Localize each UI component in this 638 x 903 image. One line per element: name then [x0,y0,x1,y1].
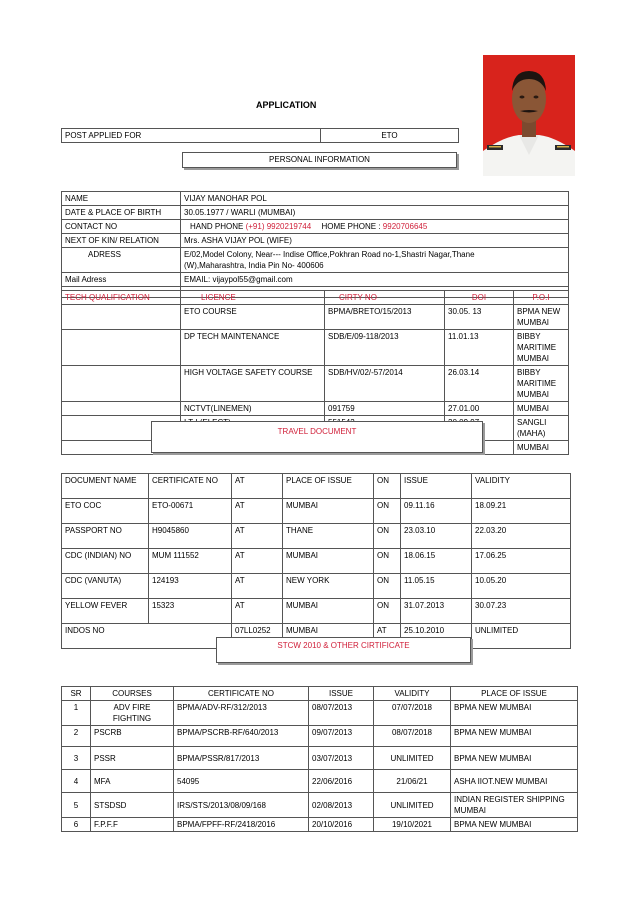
contact-label: CONTACT NO [62,220,181,234]
table-cell: DP TECH MAINTENANCE [181,330,325,366]
table-cell: 18.06.15 [401,549,472,574]
table-row [62,793,578,818]
section-travel-heading: TRAVEL DOCUMENT [151,421,483,453]
table-cell: BPMA NEW MUMBAI [451,747,578,770]
dob-label: DATE & PLACE OF BIRTH [62,206,181,220]
table-cell: HIGH VOLTAGE SAFETY COURSE [181,366,325,402]
table-cell: AT [232,499,283,524]
table-cell: CDC (INDIAN) NO [62,549,149,574]
table-cell: 091759 [325,402,445,416]
table-cell: 124193 [149,574,232,599]
table-cell: PSCRB [91,726,174,747]
table-cell: YELLOW FEVER [62,599,149,624]
table-row [62,291,569,305]
table-cell: 5 [62,793,91,818]
travel-header: CERTIFICATE NO [149,474,232,499]
table-cell: AT [232,599,283,624]
table-cell: ADV FIRE FIGHTING [91,701,174,726]
table-cell: BPMA NEW MUMBAI [451,818,578,832]
stcw-header: SR [62,687,91,701]
home-phone-value: 9920706645 [382,222,428,231]
table-row [62,726,578,747]
table-row [62,330,569,366]
table-cell: 23.03.10 [401,524,472,549]
table-cell: 30.07.23 [472,599,571,624]
table-row [62,273,569,287]
tech-header: LICENCE [181,291,325,305]
table-cell: 4 [62,770,91,793]
table-cell: MFA [91,770,174,793]
kin-label: NEXT OF KIN/ RELATION [62,234,181,248]
table-cell: ETO COURSE [181,305,325,330]
stcw-header: VALIDITY [374,687,451,701]
travel-header: VALIDITY [472,474,571,499]
stcw-header: COURSES [91,687,174,701]
table-cell: 17.06.25 [472,549,571,574]
table-cell: INDIAN REGISTER SHIPPING MUMBAI [451,793,578,818]
table-cell: UNLIMITED [472,624,571,649]
table-cell: 19/10/2021 [374,818,451,832]
table-row [62,549,571,574]
table-cell: PSSR [91,747,174,770]
table-cell: ON [374,499,401,524]
table-cell: 07LL0252 [232,624,283,649]
table-row [62,402,569,416]
table-cell: BIBBY MARITIME MUMBAI [514,366,569,402]
post-table [61,128,459,143]
table-cell: BPMA NEW MUMBAI [514,305,569,330]
table-cell: BPMA/BRETO/15/2013 [325,305,445,330]
table-cell: PASSPORT NO [62,524,149,549]
tech-header: P.O.I [514,291,569,305]
applicant-photo [483,55,575,176]
table-cell: UNLIMITED [374,793,451,818]
table-cell: 11.01.13 [445,330,514,366]
table-cell: 08/07/2013 [309,701,374,726]
table-cell: 18.09.21 [472,499,571,524]
table-row [62,599,571,624]
table-cell: ETO-00671 [149,499,232,524]
table-cell: ON [374,599,401,624]
address-line-1: E/02,Model Colony, Near--- Indise Office,Pokhran Road no-1,Shastri Nagar,Thane [184,250,475,259]
table-cell: 54095 [174,770,309,793]
table-cell: NCTVT(LINEMEN) [181,402,325,416]
table-cell: THANE [283,524,374,549]
name-value: VIJAY MANOHAR POL [181,192,569,206]
section-personal-heading: PERSONAL INFORMATION [182,152,457,168]
table-cell: SANGLI (MAHA) [514,416,569,441]
address-label: ADRESS [62,248,181,273]
table-row [62,192,569,206]
table-cell: MUMBAI [514,441,569,455]
table-cell: ON [374,524,401,549]
post-value: ETO [321,129,459,143]
table-cell: 10.05.20 [472,574,571,599]
tech-header: DOI [445,291,514,305]
kin-value: Mrs. ASHA VIJAY POL (WIFE) [181,234,569,248]
table-cell: SDB/HV/02/-57/2014 [325,366,445,402]
table-cell: MUMBAI [283,499,374,524]
mail-label: Mail Adress [62,273,181,287]
table-cell: 03/07/2013 [309,747,374,770]
table-cell: 3 [62,747,91,770]
table-cell: 15323 [149,599,232,624]
mail-value: EMAIL: vijaypol55@gmail.com [181,273,569,287]
travel-header: ISSUE [401,474,472,499]
table-row [62,474,571,499]
table-row [62,206,569,220]
table-cell: STSDSD [91,793,174,818]
personal-table [61,191,569,298]
travel-header: PLACE OF ISSUE [283,474,374,499]
table-cell: BPMA/FPFF-RF/2418/2016 [174,818,309,832]
table-row [62,747,578,770]
table-cell: MUMBAI [514,402,569,416]
table-cell: MUMBAI [283,624,374,649]
table-row [62,524,571,549]
table-cell: ETO COC [62,499,149,524]
stcw-table [61,686,578,832]
table-cell: BPMA/PSCRB-RF/640/2013 [174,726,309,747]
address-line-2: (W),Maharashtra, India Pin No- 400606 [184,261,324,270]
table-cell: MUMBAI [283,549,374,574]
table-cell: 6 [62,818,91,832]
table-row [62,499,571,524]
table-row [62,305,569,330]
table-cell: ON [374,549,401,574]
stcw-header: ISSUE [309,687,374,701]
dob-value: 30.05.1977 / WARLI (MUMBAI) [181,206,569,220]
table-cell: BPMA NEW MUMBAI [451,701,578,726]
table-cell: SDB/E/09-118/2013 [325,330,445,366]
table-cell: 02/08/2013 [309,793,374,818]
table-cell: INDOS NO [62,624,232,649]
table-cell: ON [374,574,401,599]
tech-header: CIRTY NO [325,291,445,305]
table-cell: 07/07/2018 [374,701,451,726]
stcw-header: CERTIFICATE NO [174,687,309,701]
travel-table [61,473,571,649]
table-cell: 21/06/21 [374,770,451,793]
table-cell: BIBBY MARITIME MUMBAI [514,330,569,366]
table-cell: AT [232,524,283,549]
table-cell: 09.11.16 [401,499,472,524]
table-cell: ASHA IIOT.NEW MUMBAI [451,770,578,793]
home-phone-label: HOME PHONE : [321,222,381,231]
address-value [181,248,569,273]
table-cell: NEW YORK [283,574,374,599]
table-cell: AT [232,574,283,599]
table-cell: 09/07/2013 [309,726,374,747]
table-cell: MUMBAI [283,599,374,624]
table-cell: MUM 111552 [149,549,232,574]
travel-header: ON [374,474,401,499]
section-stcw-heading: STCW 2010 & OTHER CIRTIFICATE [216,637,471,663]
table-cell: 26.03.14 [445,366,514,402]
table-cell: AT [374,624,401,649]
hand-phone-value: (+91) 9920219744 [245,222,312,231]
table-cell: 22/06/2016 [309,770,374,793]
tech-label: TECH QUALIFICATION [62,291,181,305]
table-cell: 20/10/2016 [309,818,374,832]
table-row [62,220,569,234]
table-row [62,701,578,726]
table-row [62,687,578,701]
table-row [62,770,578,793]
table-row [62,818,578,832]
table-row [62,234,569,248]
table-row [62,574,571,599]
table-cell: 2 [62,726,91,747]
table-cell: BPMA/PSSR/817/2013 [174,747,309,770]
table-cell: IRS/STS/2013/08/09/168 [174,793,309,818]
table-cell: 27.01.00 [445,402,514,416]
contact-value [181,220,569,234]
table-cell: AT [232,549,283,574]
table-row [62,248,569,273]
table-cell: 31.07.2013 [401,599,472,624]
table-cell: UNLIMITED [374,747,451,770]
post-label: POST APPLIED FOR [62,129,321,143]
table-cell: 25.10.2010 [401,624,472,649]
table-cell: CDC (VANUTA) [62,574,149,599]
travel-header: DOCUMENT NAME [62,474,149,499]
stcw-header: PLACE OF ISSUE [451,687,578,701]
table-row [62,366,569,402]
name-label: NAME [62,192,181,206]
page-title: APPLICATION [256,100,317,110]
table-cell: F.P.F.F [91,818,174,832]
travel-header: AT [232,474,283,499]
table-cell: 22.03.20 [472,524,571,549]
table-cell: BPMA NEW MUMBAI [451,726,578,747]
table-cell: 08/07/2018 [374,726,451,747]
table-cell: 11.05.15 [401,574,472,599]
table-cell: H9045860 [149,524,232,549]
table-cell: 1 [62,701,91,726]
table-cell: 30.05. 13 [445,305,514,330]
table-cell: BPMA/ADV-RF/312/2013 [174,701,309,726]
hand-phone-label: HAND PHONE [190,222,244,231]
